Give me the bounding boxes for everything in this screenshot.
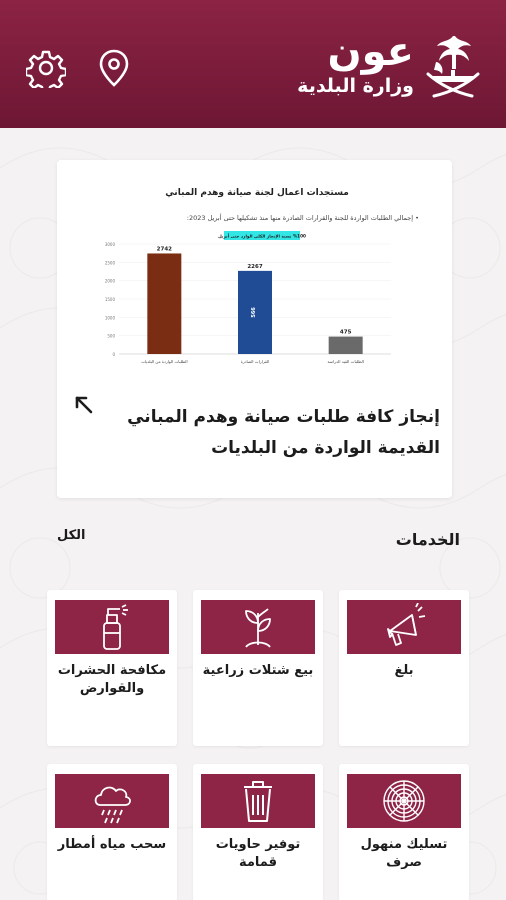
- bar-value-label: 475: [339, 329, 352, 336]
- bar-chart: [79, 230, 435, 380]
- logo-subtitle: وزارة البلدية: [297, 75, 414, 97]
- x-tick-label: القرارات الصادرة: [240, 359, 270, 364]
- seedling-icon: [236, 603, 280, 651]
- bar-value-label: 2742: [156, 246, 172, 253]
- service-pest-control[interactable]: [47, 590, 177, 746]
- service-manhole[interactable]: [339, 764, 469, 900]
- chart-bar: [147, 253, 181, 354]
- y-tick-label: 1500: [104, 297, 115, 302]
- service-trash-bins[interactable]: [193, 764, 323, 900]
- news-chart-image: [79, 180, 435, 380]
- news-title: إنجاز كافة طلبات صيانة وهدم المباني القديمة الواردة من البلديات: [127, 407, 440, 458]
- ministry-logo: [284, 28, 484, 106]
- y-tick-label: 2500: [104, 260, 115, 266]
- gear-icon[interactable]: [26, 48, 66, 88]
- x-tick-label: الطلبات الواردة من البلديات: [141, 359, 188, 364]
- chart-bar: [329, 337, 363, 354]
- y-tick-label: 1000: [104, 315, 115, 321]
- service-seedlings[interactable]: [193, 590, 323, 746]
- spray-bottle-icon: [90, 603, 134, 651]
- arrow-up-left-icon[interactable]: [73, 394, 95, 416]
- service-pest-control-label: مكافحة الحشرات والقوارض: [57, 663, 167, 696]
- x-tick-label: الطلبات القيد الدراسة: [327, 359, 364, 364]
- service-pest-control-header: [55, 600, 169, 654]
- y-tick-label: 2000: [104, 278, 115, 284]
- service-seedlings-header: [201, 600, 315, 654]
- service-report[interactable]: [339, 590, 469, 746]
- service-report-label: بلغ: [394, 663, 414, 678]
- service-report-header: [347, 600, 461, 654]
- manhole-icon: [382, 777, 426, 825]
- bar-value-label: 2267: [247, 263, 263, 270]
- service-rainwater[interactable]: [47, 764, 177, 900]
- view-all-link[interactable]: الكل: [57, 528, 86, 543]
- megaphone-icon: [382, 603, 426, 651]
- bar-inner-label: 566: [251, 307, 257, 318]
- y-tick-label: 3000: [104, 242, 115, 247]
- logo-word: عون: [327, 29, 414, 75]
- service-trash-bins-header: [201, 774, 315, 828]
- service-rainwater-label: سحب مياه أمطار: [57, 837, 167, 852]
- chart-subtitle: • إجمالي الطلبات الواردة للجنة والقرارات الصادرة منها منذ تشكيلها حتى أبريل 2023:: [186, 214, 419, 222]
- y-tick-label: 0: [112, 352, 115, 357]
- location-pin-icon[interactable]: [97, 48, 131, 88]
- service-manhole-header: [347, 774, 461, 828]
- service-manhole-label: تسليك منهول صرف: [360, 837, 448, 870]
- service-seedlings-label: بيع شتلات زراعية: [202, 663, 314, 678]
- chart-title: مستجدات اعمال لجنة صيانة وهدم المباني: [165, 188, 349, 198]
- y-tick-label: 500: [107, 333, 115, 339]
- news-card[interactable]: [57, 160, 452, 498]
- services-heading: الخدمات: [395, 530, 460, 549]
- rain-cloud-icon: [90, 777, 134, 825]
- service-rainwater-header: [55, 774, 169, 828]
- emblem-icon: [422, 32, 484, 100]
- app-header: [0, 0, 506, 128]
- service-trash-bins-label: توفير حاويات قمامة: [215, 837, 301, 870]
- trash-bin-icon: [236, 777, 280, 825]
- annotation-text: %100 نسبة الإنجاز الكلي الوارد حتى أبريل: [218, 233, 306, 239]
